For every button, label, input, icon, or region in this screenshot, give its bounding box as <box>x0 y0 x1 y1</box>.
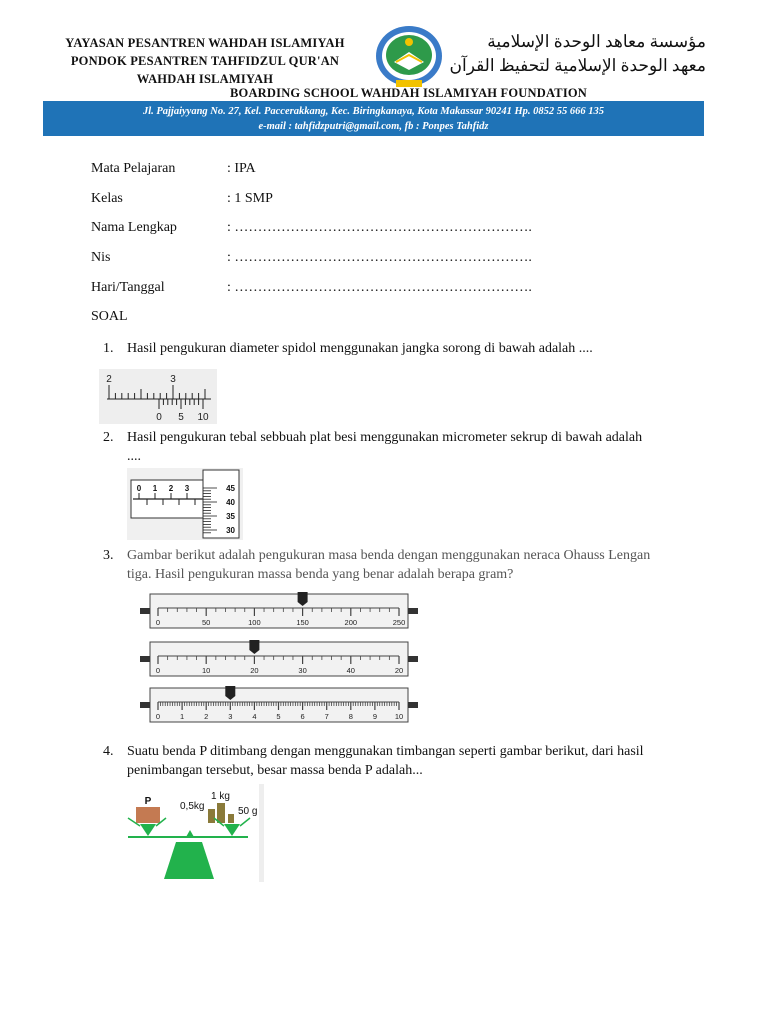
beam-label: 9 <box>372 712 377 721</box>
beam-label: 0 <box>155 666 161 675</box>
field-value: : IPA <box>227 161 256 176</box>
contact-text: e-mail : tahfidzputri@gmail.com, fb : Ponpes Tahfidz <box>258 121 489 132</box>
weight-half-kg-label: 0,5kg <box>180 801 205 812</box>
question-number: 4. <box>103 744 114 759</box>
institution-line-2: PONDOK PESANTREN TAHFIDZUL QUR'AN <box>70 54 340 68</box>
school-logo <box>374 22 444 92</box>
vernier-label-0: 0 <box>156 412 162 423</box>
foundation-name: BOARDING SCHOOL WAHDAH ISLAMIYAH FOUNDATION <box>230 86 588 100</box>
sleeve-label-0: 0 <box>136 484 142 493</box>
beam-label: 7 <box>324 712 329 721</box>
institution-name-arabic <box>446 30 706 78</box>
field-label: Kelas <box>91 191 123 206</box>
weight-50g <box>228 814 234 823</box>
vernier-caliper-figure <box>99 369 217 424</box>
beam-label: 0 <box>155 618 161 627</box>
question-3 <box>103 546 663 586</box>
beam-3 <box>140 686 418 722</box>
beam-label: 20 <box>394 666 404 675</box>
beam-label: 100 <box>248 618 261 627</box>
object-p-label: P <box>144 796 152 807</box>
institution-name <box>40 34 370 88</box>
beam-label: 1 <box>180 712 185 721</box>
thimble-label-35: 35 <box>226 512 235 521</box>
field-full-name <box>91 219 532 237</box>
beam-end-right <box>408 702 418 708</box>
field-value: : 1 SMP <box>227 191 273 206</box>
beam-label: 4 <box>252 712 257 721</box>
arabic-line-2: معهد الوحدة الإسلامية لتحفيظ القرآن <box>449 56 706 75</box>
beam-end-left <box>140 656 150 662</box>
beam-label: 150 <box>296 618 309 627</box>
question-2 <box>103 428 663 468</box>
question-1 <box>103 339 663 359</box>
beam-label: 3 <box>228 712 233 721</box>
beam-end-left <box>140 608 150 614</box>
beam-label: 10 <box>394 712 404 721</box>
beam-label: 30 <box>298 666 307 675</box>
field-value: : ………………………………………………………. <box>227 250 532 265</box>
beam-label: 8 <box>348 712 353 721</box>
thimble-label-40: 40 <box>226 498 235 507</box>
field-label: Hari/Tanggal <box>91 280 165 295</box>
question-number: 1. <box>103 341 114 356</box>
field-class <box>91 190 273 208</box>
weight-1kg <box>217 803 225 823</box>
beam-label: 10 <box>202 666 211 675</box>
balance-scale-figure <box>126 784 264 882</box>
triple-beam-balance-figure <box>138 588 420 730</box>
institution-line-3: WAHDAH ISLAMIYAH <box>136 72 274 86</box>
beam-label: 0 <box>155 712 161 721</box>
arabic-line-1: مؤسسة معاهد الوحدة الإسلامية <box>487 32 706 51</box>
address-bar <box>43 101 704 136</box>
institution-line-1: YAYASAN PESANTREN WAHDAH ISLAMIYAH <box>65 36 345 50</box>
beam-label: 40 <box>346 666 355 675</box>
weight-half-kg <box>208 809 215 823</box>
main-scale-label-2: 2 <box>106 374 112 385</box>
beam-2 <box>140 640 418 676</box>
field-date <box>91 279 532 297</box>
question-number: 3. <box>103 548 114 563</box>
beam-label: 250 <box>392 618 406 627</box>
sleeve-label-3: 3 <box>184 484 190 493</box>
thimble-label-45: 45 <box>226 484 235 493</box>
question-text: Suatu benda P ditimbang dengan menggunakan timbangan seperti gambar berikut, dari hasil penimbangan tersebut, besar massa benda P adalah... <box>127 744 644 778</box>
field-label: Nis <box>91 250 111 265</box>
beam-label: 50 <box>202 618 211 627</box>
vernier-label-5: 5 <box>178 412 184 423</box>
beam-end-right <box>408 656 418 662</box>
beam-label: 200 <box>344 618 358 627</box>
field-subject <box>91 160 256 178</box>
question-number: 2. <box>103 430 114 445</box>
field-value: : ………………………………………………………. <box>227 280 532 295</box>
beam-label: 5 <box>276 712 281 721</box>
beam-label: 6 <box>300 712 305 721</box>
beam-end-right <box>408 608 418 614</box>
field-value: : ………………………………………………………. <box>227 220 532 235</box>
address-text: Jl. Pajjaiyyang No. 27, Kel. Paccerakkang, Kec. Biringkanaya, Kota Makassar 90241 Hp. 0852 55 666 135 <box>142 106 605 117</box>
field-label: Mata Pelajaran <box>91 161 176 176</box>
weight-1kg-label: 1 kg <box>211 791 230 802</box>
sleeve-label-1: 1 <box>152 484 158 493</box>
sleeve-label-2: 2 <box>168 484 174 493</box>
field-nis <box>91 249 532 267</box>
question-text: Hasil pengukuran diameter spidol menggunakan jangka sorong di bawah adalah .... <box>127 341 593 356</box>
vernier-label-10: 10 <box>197 412 209 423</box>
main-scale-label-3: 3 <box>170 374 176 385</box>
beam-label: 2 <box>204 712 209 721</box>
beam-1 <box>140 592 418 628</box>
thimble-label-30: 30 <box>226 526 235 535</box>
micrometer-figure <box>127 468 243 540</box>
soal-heading: SOAL <box>91 309 128 324</box>
field-label: Nama Lengkap <box>91 220 177 235</box>
beam-label: 20 <box>250 666 259 675</box>
question-text: Hasil pengukuran tebal sebbuah plat besi menggunakan micrometer sekrup di bawah adalah .... <box>127 430 643 464</box>
question-text: Gambar berikut adalah pengukuran masa benda dengan menggunakan neraca Ohauss Lengan tiga. Hasil pengukuran massa benda yang benar adalah berapa gram? <box>127 548 651 582</box>
weight-50g-label: 50 g <box>238 806 258 817</box>
beam-end-left <box>140 702 150 708</box>
object-p <box>136 807 160 823</box>
question-4 <box>103 742 663 782</box>
